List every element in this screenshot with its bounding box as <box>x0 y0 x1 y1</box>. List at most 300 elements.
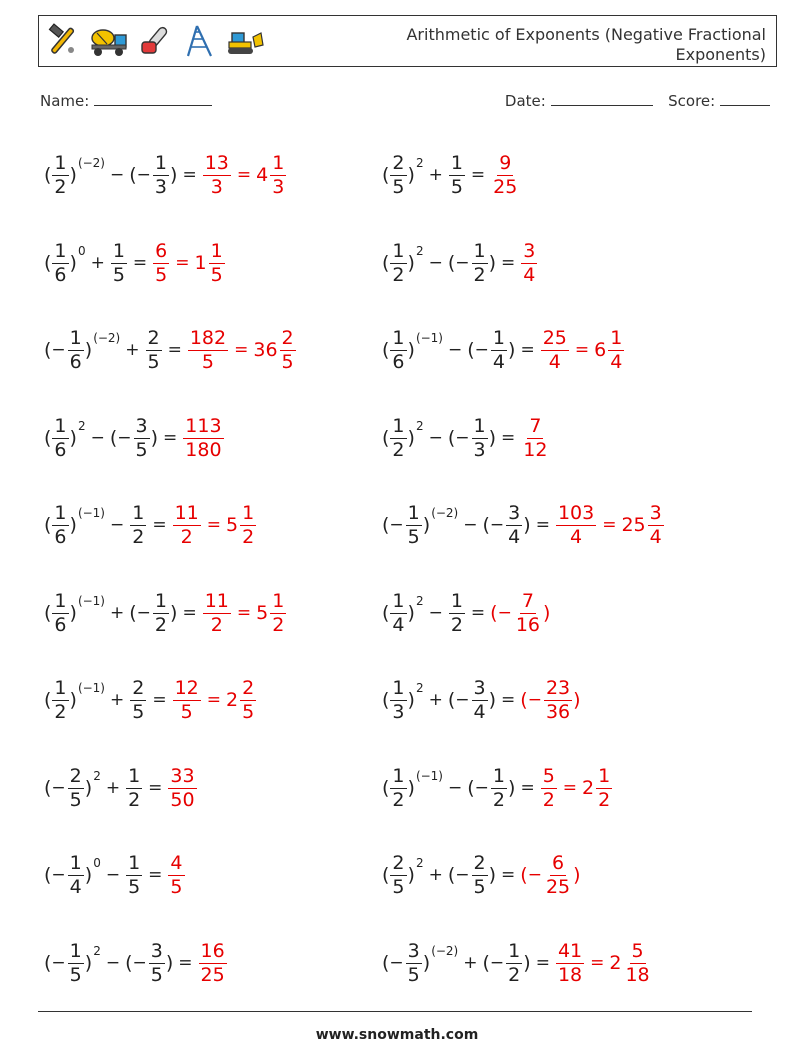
answer-fraction <box>521 239 537 286</box>
mixed-whole: 2 <box>609 952 622 974</box>
exponent: (−1) <box>77 506 105 520</box>
answer <box>167 764 197 811</box>
date-blank[interactable] <box>551 93 653 106</box>
answer-fraction <box>556 939 584 986</box>
denominator: 5 <box>128 875 141 898</box>
exponent: 2 <box>415 156 424 170</box>
denominator: 2 <box>542 788 555 811</box>
close-paren: ) <box>407 777 415 799</box>
answer <box>172 501 258 548</box>
name-blank[interactable] <box>94 93 212 106</box>
numerator: 16 <box>200 939 225 962</box>
denominator: 5 <box>112 263 125 286</box>
close-paren: ) <box>407 339 415 361</box>
base-fraction <box>52 589 68 636</box>
answer-open-paren: ( <box>520 864 528 886</box>
denominator: 2 <box>54 175 67 198</box>
second-fraction <box>126 764 142 811</box>
denominator: 6 <box>54 263 67 286</box>
base-fraction <box>52 501 68 548</box>
date-score-fields <box>505 92 770 110</box>
denominator: 2 <box>242 525 255 548</box>
denominator: 5 <box>281 350 294 373</box>
numerator: 1 <box>69 939 82 962</box>
equals-sign: = <box>501 428 516 448</box>
denominator: 2 <box>473 263 486 286</box>
answer <box>202 151 288 198</box>
exponent: 2 <box>93 769 101 783</box>
denominator: 5 <box>69 963 82 986</box>
open-paren: ( <box>44 427 52 449</box>
answer <box>555 501 665 548</box>
numerator: 7 <box>521 589 534 612</box>
answer-fraction <box>203 589 231 636</box>
denominator: 2 <box>492 788 506 811</box>
header-icons <box>45 22 265 60</box>
minus-sign: − <box>51 865 66 885</box>
close-paren: ) <box>170 602 178 624</box>
operator: − <box>105 865 121 885</box>
problem-item <box>44 145 287 205</box>
exponent: 2 <box>77 419 86 433</box>
denominator: 5 <box>147 350 160 373</box>
numerator: 1 <box>473 414 486 437</box>
open-paren: ( <box>44 164 52 186</box>
mixed-fraction <box>240 676 256 723</box>
numerator: 1 <box>69 851 82 874</box>
operator: − <box>90 428 105 448</box>
denominator: 4 <box>610 350 623 373</box>
problem-item <box>382 670 581 730</box>
answer-equals-sign: = <box>175 253 190 273</box>
answer-fraction <box>203 151 231 198</box>
equals-sign: = <box>470 603 486 623</box>
equals-sign: = <box>182 165 197 185</box>
date-label: Date: <box>504 92 546 110</box>
numerator: 1 <box>492 764 506 787</box>
answer <box>490 589 551 636</box>
close-paren: ) <box>69 427 77 449</box>
denominator: 6 <box>392 350 405 373</box>
denominator: 2 <box>392 438 405 461</box>
answer-close-paren: ) <box>573 689 581 711</box>
problem-item <box>382 145 520 205</box>
mixed-fraction <box>240 501 256 548</box>
numerator: 2 <box>132 676 145 699</box>
numerator: 1 <box>54 501 67 524</box>
problem-item <box>382 495 665 555</box>
second-fraction <box>506 501 522 548</box>
numerator: 1 <box>154 151 168 174</box>
minus-sign: − <box>51 778 66 798</box>
minus-sign: − <box>136 165 151 185</box>
close-paren: ) <box>84 777 93 799</box>
problem-item <box>44 233 226 293</box>
base-fraction <box>390 151 406 198</box>
denominator: 3 <box>154 175 168 198</box>
operator: + <box>428 865 443 885</box>
second-fraction <box>111 239 127 286</box>
base-fraction <box>52 151 68 198</box>
close-paren: ) <box>508 777 516 799</box>
minus-sign: − <box>474 778 489 798</box>
base-fraction <box>52 414 68 461</box>
second-fraction <box>491 326 507 373</box>
numerator: 6 <box>155 239 168 262</box>
equals-sign: = <box>148 778 163 798</box>
open-paren: ( <box>44 777 52 799</box>
second-fraction <box>472 239 488 286</box>
minus-sign: − <box>51 953 66 973</box>
close-paren: ) <box>407 164 415 186</box>
denominator: 5 <box>135 438 148 461</box>
answer-fraction <box>173 676 201 723</box>
answer-fraction <box>168 764 196 811</box>
operator: + <box>110 603 125 623</box>
numerator: 1 <box>54 239 67 262</box>
close-paren: ) <box>69 514 77 536</box>
answer-fraction <box>541 326 569 373</box>
name-field[interactable] <box>40 92 212 110</box>
minus-sign: − <box>455 253 470 273</box>
close-paren: ) <box>69 602 77 624</box>
denominator: 5 <box>150 963 163 986</box>
exponent: (−1) <box>415 769 443 783</box>
close-paren: ) <box>488 427 497 449</box>
numerator: 9 <box>499 151 512 174</box>
numerator: 1 <box>54 151 67 174</box>
second-fraction <box>472 414 488 461</box>
base-fraction <box>390 676 406 723</box>
numerator: 1 <box>54 414 67 437</box>
numerator: 5 <box>631 939 644 962</box>
base-fraction <box>390 851 406 898</box>
worksheet-title <box>366 25 766 65</box>
bulldozer-icon <box>225 23 265 59</box>
open-paren: ( <box>482 952 490 974</box>
answer <box>152 239 226 286</box>
mixed-whole: 2 <box>582 777 595 799</box>
exponent: 2 <box>415 594 424 608</box>
open-paren: ( <box>467 777 475 799</box>
denominator: 6 <box>54 613 67 636</box>
second-fraction <box>472 676 488 723</box>
operator: − <box>448 340 463 360</box>
operator: − <box>110 165 125 185</box>
base-fraction <box>390 326 406 373</box>
mixed-whole: 6 <box>594 339 607 361</box>
denominator: 5 <box>392 175 405 198</box>
denominator: 2 <box>132 525 145 548</box>
denominator: 2 <box>598 788 611 811</box>
numerator: 2 <box>392 151 405 174</box>
close-paren: ) <box>422 952 431 974</box>
minus-sign: − <box>51 340 66 360</box>
equals-sign: = <box>148 865 163 885</box>
open-paren: ( <box>382 864 390 886</box>
numerator: 3 <box>508 501 521 524</box>
numerator: 25 <box>542 326 567 349</box>
base-fraction <box>68 939 84 986</box>
answer-open-paren: ( <box>490 602 498 624</box>
numerator: 1 <box>610 326 623 349</box>
exponent: 2 <box>415 244 424 258</box>
denominator: 3 <box>210 175 223 198</box>
open-paren: ( <box>382 427 390 449</box>
numerator: 3 <box>135 414 148 437</box>
problem-item <box>382 320 625 380</box>
denominator: 16 <box>515 613 541 636</box>
denominator: 4 <box>69 875 82 898</box>
denominator: 5 <box>473 875 486 898</box>
minus-sign: − <box>136 603 151 623</box>
mixed-whole: 25 <box>621 514 646 536</box>
problem-item <box>382 845 581 905</box>
numerator: 113 <box>185 414 222 437</box>
mixed-fraction <box>648 501 664 548</box>
mixed-fraction <box>270 589 286 636</box>
equals-sign: = <box>182 603 197 623</box>
denominator: 2 <box>508 963 521 986</box>
problem-item <box>382 233 538 293</box>
close-paren: ) <box>407 252 415 274</box>
close-paren: ) <box>488 252 497 274</box>
open-paren: ( <box>447 427 456 449</box>
numerator: 41 <box>557 939 583 962</box>
numerator: 1 <box>210 239 223 262</box>
operator: + <box>105 778 121 798</box>
denominator: 3 <box>473 438 486 461</box>
numerator: 2 <box>281 326 294 349</box>
operator: − <box>428 253 443 273</box>
answer-equals-sign: = <box>562 778 578 798</box>
footer-url: www.snowmath.com <box>315 1027 479 1043</box>
numerator: 1 <box>132 501 145 524</box>
close-paren: ) <box>508 339 516 361</box>
numerator: 7 <box>529 414 542 437</box>
equals-sign: = <box>152 690 167 710</box>
denominator: 6 <box>69 350 82 373</box>
denominator: 5 <box>450 175 463 198</box>
answer <box>520 414 550 461</box>
mixed-fraction <box>608 326 624 373</box>
numerator: 1 <box>154 589 168 612</box>
open-paren: ( <box>382 252 390 274</box>
second-fraction <box>449 151 465 198</box>
numerator: 4 <box>170 851 183 874</box>
second-fraction <box>153 589 169 636</box>
numerator: 3 <box>407 939 420 962</box>
equals-sign: = <box>520 778 535 798</box>
exponent: 2 <box>415 419 424 433</box>
problem-item <box>44 408 225 468</box>
denominator: 5 <box>69 788 82 811</box>
numerator: 1 <box>450 151 463 174</box>
problem-item <box>44 320 297 380</box>
answer-fraction <box>183 414 223 461</box>
minus-sign: − <box>489 515 505 535</box>
equals-sign: = <box>152 515 167 535</box>
close-paren: ) <box>150 427 159 449</box>
second-fraction <box>130 501 146 548</box>
denominator: 6 <box>54 438 67 461</box>
close-paren: ) <box>69 252 77 274</box>
title-line-2: Exponents) <box>675 45 766 64</box>
mixed-fraction <box>270 151 286 198</box>
open-paren: ( <box>382 339 390 361</box>
mixed-whole: 5 <box>256 602 269 624</box>
numerator: 2 <box>242 676 255 699</box>
exponent: (−2) <box>431 944 459 958</box>
open-paren: ( <box>482 514 490 536</box>
mixed-whole: 5 <box>226 514 239 536</box>
second-fraction <box>153 151 169 198</box>
exponent: (−1) <box>415 331 443 345</box>
denominator: 3 <box>392 700 405 723</box>
answer-equals-sign: = <box>590 953 605 973</box>
worksheet-header <box>38 15 777 67</box>
open-paren: ( <box>382 602 390 624</box>
numerator: 1 <box>54 589 67 612</box>
answer <box>167 851 185 898</box>
exponent: 2 <box>415 856 424 870</box>
close-paren: ) <box>84 952 93 974</box>
open-paren: ( <box>44 252 52 274</box>
denominator: 5 <box>407 525 420 548</box>
denominator: 25 <box>545 875 571 898</box>
answer <box>555 939 653 986</box>
open-paren: ( <box>467 339 475 361</box>
answer-fraction <box>153 239 169 286</box>
denominator: 2 <box>392 263 405 286</box>
operator: + <box>90 253 105 273</box>
mixed-whole: 2 <box>226 689 239 711</box>
denominator: 5 <box>180 700 193 723</box>
close-paren: ) <box>165 952 174 974</box>
equals-sign: = <box>163 428 178 448</box>
denominator: 5 <box>170 875 183 898</box>
chainsaw-icon <box>137 23 173 59</box>
numerator: 1 <box>392 326 405 349</box>
pipe-wrench-icon <box>45 23 81 59</box>
numerator: 1 <box>392 589 405 612</box>
numerator: 33 <box>170 764 195 787</box>
close-paren: ) <box>407 427 415 449</box>
minus-sign: − <box>389 953 404 973</box>
denominator: 4 <box>570 525 583 548</box>
answer-minus-sign: − <box>527 690 542 710</box>
minus-sign: − <box>455 428 470 448</box>
problem-item <box>382 758 613 818</box>
equals-sign: = <box>132 253 148 273</box>
minus-sign: − <box>455 865 470 885</box>
numerator: 3 <box>473 676 486 699</box>
open-paren: ( <box>44 602 52 624</box>
open-paren: ( <box>447 689 456 711</box>
numerator: 2 <box>392 851 405 874</box>
equals-sign: = <box>501 253 516 273</box>
second-fraction <box>130 676 146 723</box>
numerator: 1 <box>392 414 405 437</box>
open-paren: ( <box>44 689 52 711</box>
numerator: 11 <box>204 589 229 612</box>
answer-equals-sign: = <box>206 515 222 535</box>
answer-equals-sign: = <box>234 340 249 360</box>
problem-item <box>44 933 228 993</box>
exponent: 2 <box>93 944 101 958</box>
numerator: 12 <box>174 676 199 699</box>
equals-sign: = <box>501 690 516 710</box>
open-paren: ( <box>382 164 390 186</box>
operator: − <box>428 603 443 623</box>
numerator: 1 <box>128 851 141 874</box>
denominator: 2 <box>54 700 67 723</box>
answer-fraction <box>514 589 542 636</box>
mixed-whole: 36 <box>253 339 278 361</box>
answer <box>182 414 224 461</box>
answer <box>520 676 581 723</box>
answer-fraction <box>188 326 228 373</box>
numerator: 1 <box>392 676 405 699</box>
numerator: 3 <box>523 239 536 262</box>
numerator: 5 <box>542 764 555 787</box>
answer-minus-sign: − <box>527 865 542 885</box>
second-fraction <box>134 414 150 461</box>
operator: − <box>110 515 125 535</box>
open-paren: ( <box>129 602 137 624</box>
open-paren: ( <box>44 339 52 361</box>
denominator: 4 <box>649 525 662 548</box>
answer-fraction <box>556 501 596 548</box>
open-paren: ( <box>125 952 133 974</box>
exponent: 0 <box>77 244 86 258</box>
close-paren: ) <box>488 864 497 886</box>
answer <box>520 239 538 286</box>
answer <box>540 326 626 373</box>
numerator: 1 <box>450 589 463 612</box>
exponent: 2 <box>415 681 424 695</box>
answer-fraction <box>544 676 572 723</box>
denominator: 12 <box>523 438 548 461</box>
base-fraction <box>390 239 406 286</box>
equals-sign: = <box>535 953 550 973</box>
answer-equals-sign: = <box>602 515 617 535</box>
equals-sign: = <box>501 865 516 885</box>
second-fraction <box>146 326 162 373</box>
operator: + <box>428 165 443 185</box>
problem-item <box>382 933 653 993</box>
base-fraction <box>68 326 84 373</box>
denominator: 2 <box>210 613 223 636</box>
open-paren: ( <box>109 427 118 449</box>
denominator: 18 <box>625 963 650 986</box>
base-fraction <box>390 589 406 636</box>
denominator: 5 <box>210 263 223 286</box>
denominator: 2 <box>128 788 141 811</box>
open-paren: ( <box>447 864 456 886</box>
denominator: 2 <box>392 788 405 811</box>
score-blank[interactable] <box>720 93 770 106</box>
numerator: 1 <box>69 326 82 349</box>
minus-sign: − <box>389 515 404 535</box>
exponent: (−2) <box>77 156 105 170</box>
close-paren: ) <box>488 689 497 711</box>
base-fraction <box>390 764 406 811</box>
numerator: 1 <box>242 501 255 524</box>
numerator: 182 <box>189 326 227 349</box>
denominator: 4 <box>548 350 561 373</box>
answer-fraction <box>199 939 227 986</box>
